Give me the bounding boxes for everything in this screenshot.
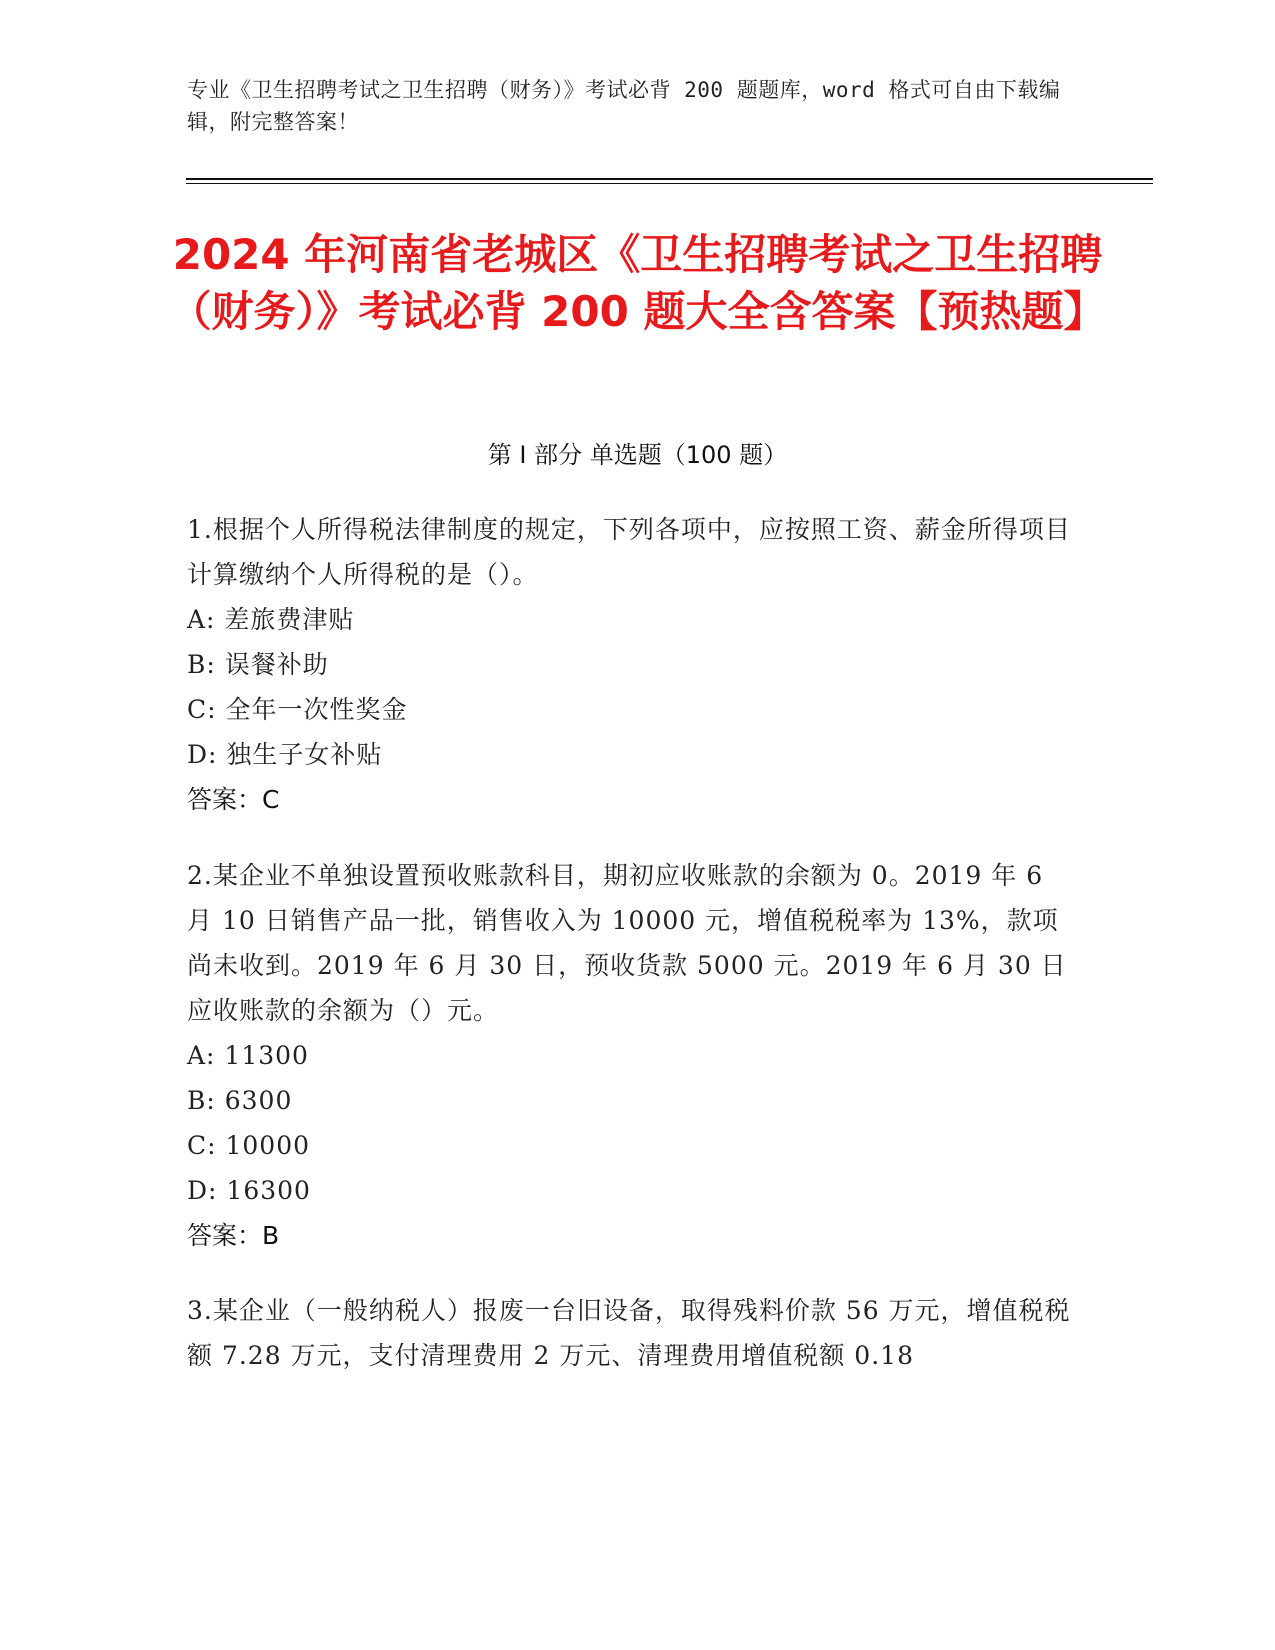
option-d: D: 独生子女补贴 bbox=[187, 740, 383, 769]
option-c: C: 全年一次性奖金 bbox=[187, 695, 408, 724]
question-1 bbox=[187, 507, 1077, 822]
header-note: 专业《卫生招聘考试之卫生招聘（财务）》考试必背 200 题题库，word 格式可自由下载编辑，附完整答案！ bbox=[187, 78, 1061, 134]
question-2 bbox=[187, 853, 1077, 1258]
option-a: A: 差旅费津贴 bbox=[187, 605, 355, 634]
header-divider-thin bbox=[186, 183, 1153, 184]
question-stem: 2.某企业不单独设置预收账款科目，期初应收账款的余额为 0。2019 年 6 月 10 日销售产品一批，销售收入为 10000 元，增值税税率为 13%，款项尚未收到。2019 年 6 月 30 日，预收货款 5000 元。2019 年 6 月 30 日应收账款的余额为（）元。 bbox=[187, 861, 1067, 1025]
option-a: A: 11300 bbox=[187, 1041, 309, 1070]
option-b: B: 误餐补助 bbox=[187, 650, 329, 679]
question-stem: 1.根据个人所得税法律制度的规定，下列各项中，应按照工资、薪金所得项目计算缴纳个人所得税的是（）。 bbox=[187, 515, 1071, 589]
option-d: D: 16300 bbox=[187, 1176, 311, 1205]
question-stem: 3.某企业（一般纳税人）报废一台旧设备，取得残料价款 56 万元，增值税税额 7.28 万元，支付清理费用 2 万元、清理费用增值税额 0.18 bbox=[187, 1296, 1071, 1370]
section-title: 第 I 部分 单选题（100 题） bbox=[487, 441, 788, 469]
document-title: 2024 年河南省老城区《卫生招聘考试之卫生招聘（财务）》考试必背 200 题大全含答案【预热题】 bbox=[169, 230, 1106, 336]
question-3 bbox=[187, 1288, 1077, 1378]
header-divider-thick bbox=[186, 178, 1153, 180]
option-c: C: 10000 bbox=[187, 1131, 311, 1160]
answer: 答案：C bbox=[187, 785, 280, 814]
option-b: B: 6300 bbox=[187, 1086, 293, 1115]
answer: 答案：B bbox=[187, 1221, 280, 1250]
